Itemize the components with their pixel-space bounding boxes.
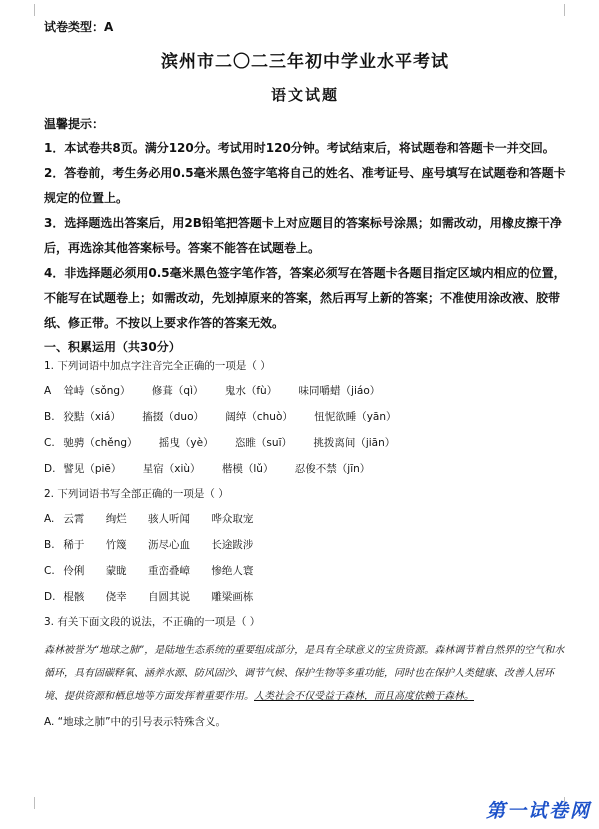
question-3-option-a: A. “地球之肺”中的引号表示特殊含义。: [44, 716, 227, 728]
option-word: 挑拨离间（jiān）: [313, 437, 396, 449]
question-2-option-d: [44, 589, 566, 604]
exam-page: [44, 18, 566, 729]
question-3-stem: 3. 有关下面文段的说法，不正确的一项是（ ）: [44, 616, 261, 628]
exam-subtitle: 语文试题: [270, 86, 339, 104]
option-word: 恣睢（suī）: [234, 437, 292, 449]
crop-mark-top-right: [564, 4, 579, 16]
question-1-option-c: [44, 435, 566, 450]
option-label: A.: [44, 513, 55, 525]
notice-item: 1．本试卷共8页。满分120分。考试用时120分钟。考试结束后，将试题卷和答题卡一并交回。: [44, 141, 555, 155]
question-2-option-b: [44, 537, 566, 552]
option-word: 侥幸: [105, 591, 127, 603]
option-word: 哗众取宠: [211, 513, 254, 525]
question-2-option-a: [44, 511, 566, 526]
exam-title: 滨州市二〇二三年初中学业水平考试: [161, 52, 449, 72]
section-title: 一、积累运用（共30分）: [44, 340, 181, 354]
option-word: 摇曳（yè）: [158, 437, 214, 449]
option-word: 雕梁画栋: [211, 591, 254, 603]
option-label: A: [44, 385, 52, 397]
crop-mark-top-left: [20, 4, 35, 16]
option-word: 阔绰（chuò）: [225, 411, 293, 423]
option-word: 譬见（piē）: [63, 463, 122, 475]
notice-heading: 温馨提示：: [44, 117, 105, 131]
option-word: 骇人听闻: [148, 513, 191, 525]
option-word: 竹篾: [105, 539, 127, 551]
question-1-option-b: [44, 409, 566, 424]
passage-text: 森林被誉为“地球之肺”，是陆地生态系统的重要组成部分，是具有全球意义的宝贵资源。森林调节着自然界的空气和水循环，具有固碳释氧、涵养水源、防风固沙、调节气候、保护生物等多重功能，同时也在保护人类健康、改善人居环境、提供资源和栖息地等方面发挥着重要作用。: [44, 645, 565, 702]
option-word: 蒙眬: [105, 565, 127, 577]
option-word: 长途跋涉: [211, 539, 254, 551]
notice-item: 3．选择题选出答案后，用2B铅笔把答题卡上对应题目的答案标号涂黑；如需改动，用橡皮擦干净后，再选涂其他答案标号。答案不能答在试题卷上。: [44, 216, 562, 255]
option-word: 绚烂: [105, 513, 127, 525]
option-word: 重峦叠嶂: [148, 565, 191, 577]
option-word: 稀于: [63, 539, 85, 551]
option-word: 忍俊不禁（jīn）: [294, 463, 371, 475]
option-label: D.: [44, 591, 56, 603]
option-label: B.: [44, 411, 55, 423]
option-label: B.: [44, 539, 55, 551]
option-word: 棍骸: [63, 591, 85, 603]
option-word: 星宿（xiù）: [142, 463, 201, 475]
question-1-option-a: [44, 383, 566, 398]
question-2-option-c: [44, 563, 566, 578]
option-word: 味同嚼蜡（jiáo）: [298, 385, 381, 397]
option-word: 伶俐: [63, 565, 85, 577]
option-word: 沥尽心血: [148, 539, 191, 551]
option-word: 狡黠（xiá）: [63, 411, 121, 423]
question-3-passage: [44, 639, 566, 708]
option-word: 自圆其说: [148, 591, 191, 603]
crop-mark-bottom-left: [20, 797, 35, 809]
option-word: 驰骋（chěng）: [63, 437, 138, 449]
option-word: 云霄: [63, 513, 85, 525]
question-1-option-d: [44, 461, 566, 476]
notice-item: 4．非选择题必须用0.5毫米黑色签字笔作答，答案必须写在答题卡各题目指定区域内相应的位置，不能写在试题卷上；如需改动，先划掉原来的答案，然后再写上新的答案；不准使用涂改液、胶带纸、修正带。不按以上要求作答的答案无效。: [44, 266, 566, 330]
option-word: 搐掇（duo）: [142, 411, 205, 423]
question-2-stem: 2. 下列词语书写全部正确的一项是（ ）: [44, 488, 229, 500]
question-1-stem: 1. 下列词语中加点字注音完全正确的一项是（ ）: [44, 360, 271, 372]
option-word: 惨绝人寰: [211, 565, 254, 577]
option-word: 楷模（lǔ）: [221, 463, 274, 475]
option-label: C.: [44, 437, 55, 449]
passage-underlined-sentence: 人类社会不仅受益于森林，而且高度依赖于森林。: [254, 691, 474, 702]
option-word: 鬼水（fù）: [224, 385, 278, 397]
option-word: 忸怩欲睡（yān）: [314, 411, 397, 423]
watermark-logo: 第一试卷网: [485, 800, 591, 822]
option-label: D.: [44, 463, 56, 475]
option-word: 修葺（qì）: [151, 385, 204, 397]
option-word: 耸峙（sǒng）: [63, 385, 131, 397]
paper-type-label: 试卷类型：A: [44, 20, 114, 34]
notice-item: 2．答卷前，考生务必用0.5毫米黑色签字笔将自己的姓名、准考证号、座号填写在试题卷和答题卡规定的位置上。: [44, 166, 566, 205]
option-label: C.: [44, 565, 55, 577]
